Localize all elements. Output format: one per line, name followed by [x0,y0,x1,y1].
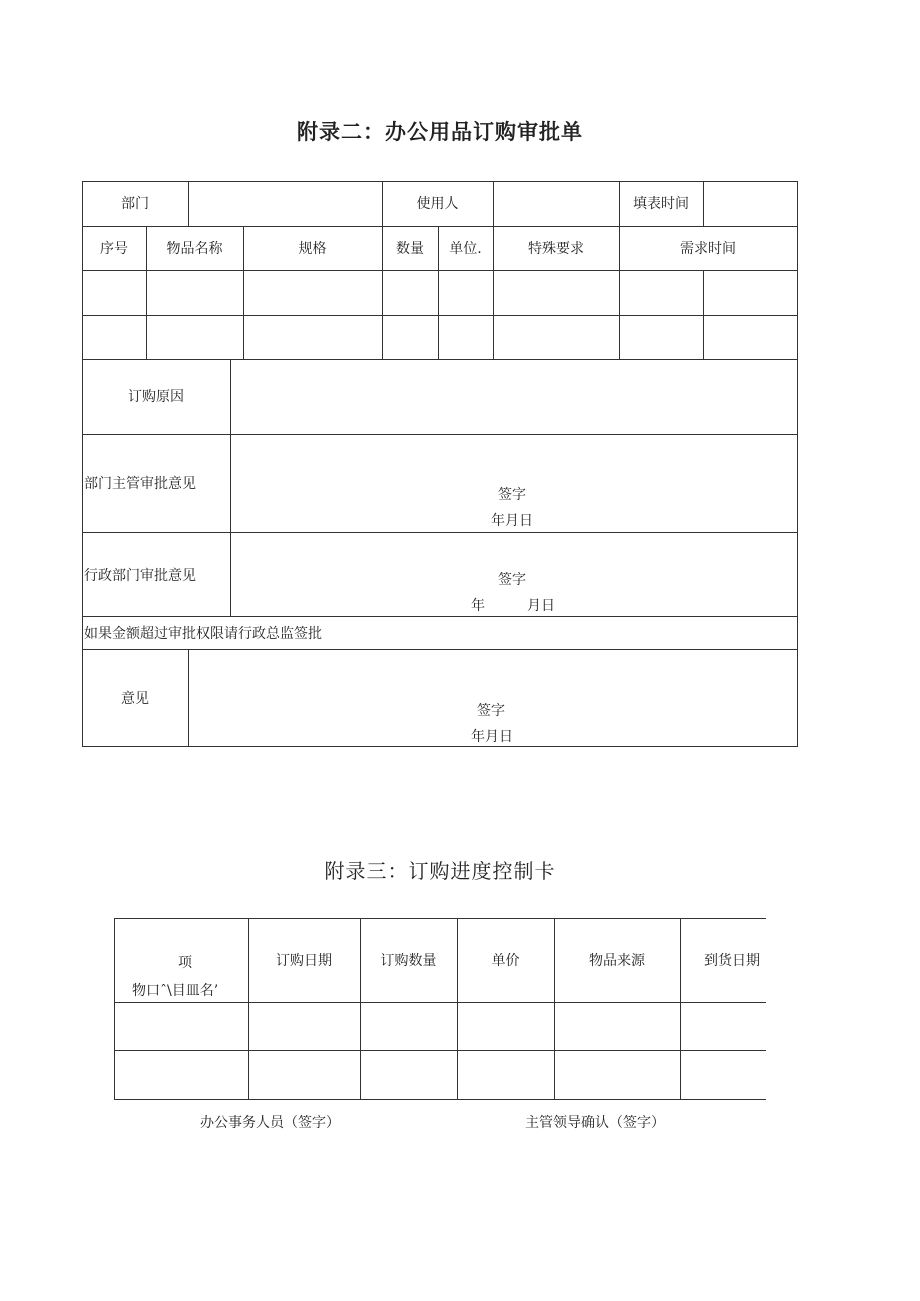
user-field[interactable] [494,182,619,226]
header-seq: 序号 [100,241,128,257]
dept-field[interactable] [189,182,382,226]
table-rule [703,270,704,359]
table-rule [797,181,798,747]
header-quantity: 数量 [396,241,424,257]
table-rule [114,918,766,919]
form1-title: 附录二：办公用品订购审批单 [297,120,583,144]
order-reason-label: 订购原因 [128,389,184,405]
fill-time-field[interactable] [704,182,797,226]
header-unit: 单位. [449,241,482,257]
table-rule [82,434,798,435]
dept-manager-date: 年月日 [491,513,533,529]
table-rule [457,918,458,1100]
table-rule [114,1099,766,1100]
table-rule [82,315,798,316]
fill-time-label: 填表时间 [633,196,689,212]
header-item-top: 项 [178,955,192,971]
admin-dept-date-year: 年 [471,598,485,614]
table-rule [114,1002,766,1003]
header-unit-price: 单价 [491,953,520,969]
supervisor-sign: 主管领导确认（签字） [525,1115,665,1131]
table-rule [114,918,115,1100]
header-item-bottom: 物口ˆ\目皿名’ [132,983,219,999]
table-rule [360,918,361,1100]
header-item-name: 物品名称 [166,241,223,257]
table-rule [680,918,681,1100]
opinion-date: 年月日 [471,729,513,745]
header-order-qty: 订购数量 [380,953,437,969]
table-rule [82,270,798,271]
header-special-req: 特殊要求 [528,241,584,257]
table-rule [114,1050,766,1051]
header-source: 物品来源 [589,953,645,969]
table-rule [82,616,798,617]
table-rule [554,918,555,1100]
table-rule [188,649,189,746]
admin-dept-label: 行政部门审批意见 [84,568,196,584]
dept-label: 部门 [121,196,149,212]
header-order-date: 订购日期 [276,953,332,969]
order-reason-field[interactable] [231,360,797,434]
form2-title: 附录三：订购进度控制卡 [324,859,556,883]
table-rule [82,746,798,747]
over-limit-note: 如果金额超过审批权限请行政总监签批 [84,626,322,642]
table-rule [82,532,798,533]
table-rule [82,181,83,747]
opinion-label: 意见 [121,691,149,707]
admin-dept-date-monthday: 月日 [527,598,555,614]
header-arrival-date: 到货日期 [704,953,760,969]
header-spec: 规格 [298,241,327,257]
office-staff-sign: 办公事务人员（签字） [200,1115,340,1131]
table-rule [248,918,249,1100]
dept-manager-sign: 签字 [498,487,526,503]
user-label: 使用人 [416,196,459,212]
admin-dept-sign: 签字 [498,572,526,588]
opinion-sign: 签字 [477,703,505,719]
table-rule [82,226,798,227]
table-rule [82,649,798,650]
header-need-time: 需求时间 [680,241,736,257]
dept-manager-label: 部门主管审批意见 [84,476,196,492]
